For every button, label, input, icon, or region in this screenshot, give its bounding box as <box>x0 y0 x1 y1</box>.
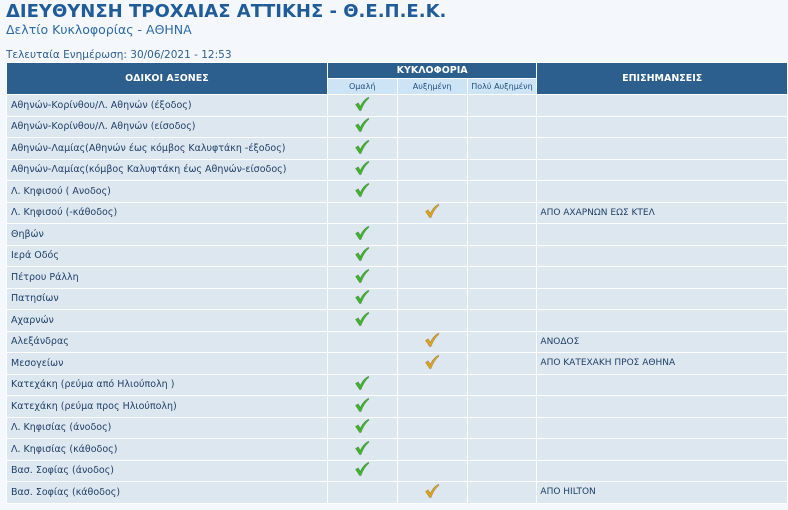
status-cell-very-increased <box>467 116 537 138</box>
status-cell-increased <box>397 224 467 246</box>
table-row <box>7 267 788 289</box>
status-cell-normal <box>327 95 397 117</box>
status-cell-very-increased <box>467 95 537 117</box>
road-axis-cell: Αθηνών-Κορίνθου/Λ. Αθηνών (έξοδος) <box>7 95 328 117</box>
subheader-very-increased: Πολύ Αυξημένη <box>467 79 537 95</box>
note-cell: ΑΠΟ ΑΧΑΡΝΩΝ ΕΩΣ ΚΤΕΛ <box>537 202 788 224</box>
table-row <box>7 374 788 396</box>
traffic-rows <box>7 95 788 504</box>
status-cell-very-increased <box>467 159 537 181</box>
green-check-icon <box>354 397 370 416</box>
note-cell <box>537 288 788 310</box>
status-cell-increased <box>397 138 467 160</box>
status-cell-very-increased <box>467 396 537 418</box>
status-cell-normal <box>327 159 397 181</box>
orange-check-icon <box>424 203 440 222</box>
status-cell-very-increased <box>467 181 537 203</box>
note-cell <box>537 396 788 418</box>
status-cell-very-increased <box>467 353 537 375</box>
road-axis-cell: Αθηνών-Κορίνθου/Λ. Αθηνών (είσοδος) <box>7 116 328 138</box>
note-cell <box>537 95 788 117</box>
status-cell-very-increased <box>467 202 537 224</box>
orange-check-icon <box>424 354 440 373</box>
status-cell-increased <box>397 202 467 224</box>
status-cell-very-increased <box>467 138 537 160</box>
status-cell-normal <box>327 374 397 396</box>
road-axis-cell: Λ. Κηφισού ( Ανοδος) <box>7 181 328 203</box>
table-row <box>7 159 788 181</box>
status-cell-very-increased <box>467 374 537 396</box>
status-cell-increased <box>397 310 467 332</box>
road-axis-cell: Κατεχάκη (ρεύμα προς Ηλιούπολη) <box>7 396 328 418</box>
table-row <box>7 331 788 353</box>
green-check-icon <box>354 139 370 158</box>
road-axis-cell: Λ. Κηφισίας (άνοδος) <box>7 417 328 439</box>
road-axis-cell: Θηβών <box>7 224 328 246</box>
note-cell <box>537 310 788 332</box>
traffic-table <box>6 62 788 504</box>
road-axis-cell: Λ. Κηφισού (-κάθοδος) <box>7 202 328 224</box>
status-cell-increased <box>397 417 467 439</box>
note-cell <box>537 159 788 181</box>
status-cell-very-increased <box>467 224 537 246</box>
status-cell-very-increased <box>467 439 537 461</box>
status-cell-normal <box>327 353 397 375</box>
status-cell-increased <box>397 374 467 396</box>
header-notes: ΕΠΙΣΗΜΑΝΣΕΙΣ <box>537 63 788 95</box>
table-row <box>7 95 788 117</box>
table-row <box>7 353 788 375</box>
note-cell <box>537 224 788 246</box>
road-axis-cell: Βασ. Σοφίας (άνοδος) <box>7 460 328 482</box>
status-cell-normal <box>327 202 397 224</box>
note-cell: ΑΝΟΔΟΣ <box>537 331 788 353</box>
note-cell <box>537 245 788 267</box>
green-check-icon <box>354 117 370 136</box>
orange-check-icon <box>424 332 440 351</box>
table-row <box>7 245 788 267</box>
status-cell-increased <box>397 353 467 375</box>
note-cell: ΑΠΟ ΚΑΤΕΧΑΚΗ ΠΡΟΣ ΑΘΗΝΑ <box>537 353 788 375</box>
status-cell-normal <box>327 288 397 310</box>
status-cell-very-increased <box>467 417 537 439</box>
status-cell-increased <box>397 331 467 353</box>
road-axis-cell: Πέτρου Ράλλη <box>7 267 328 289</box>
road-axis-cell: Μεσογείων <box>7 353 328 375</box>
status-cell-increased <box>397 116 467 138</box>
road-axis-cell: Ιερά Οδός <box>7 245 328 267</box>
road-axis-cell: Αθηνών-Λαμίας(κόμβος Καλυφτάκη έως Αθηνών-είσοδος) <box>7 159 328 181</box>
status-cell-increased <box>397 267 467 289</box>
status-cell-normal <box>327 331 397 353</box>
road-axis-cell: Πατησίων <box>7 288 328 310</box>
status-cell-normal <box>327 224 397 246</box>
green-check-icon <box>354 246 370 265</box>
status-cell-normal <box>327 245 397 267</box>
green-check-icon <box>354 268 370 287</box>
status-cell-very-increased <box>467 331 537 353</box>
road-axis-cell: Κατεχάκη (ρεύμα από Ηλιούπολη ) <box>7 374 328 396</box>
table-row <box>7 439 788 461</box>
header-road-axes: ΟΔΙΚΟΙ ΑΞΟΝΕΣ <box>7 63 328 95</box>
status-cell-increased <box>397 460 467 482</box>
subheader-increased: Αυξημένη <box>397 79 467 95</box>
road-axis-cell: Βασ. Σοφίας (κάθοδος) <box>7 482 328 504</box>
road-axis-cell: Αλεξάνδρας <box>7 331 328 353</box>
status-cell-normal <box>327 460 397 482</box>
road-axis-cell: Αχαρνών <box>7 310 328 332</box>
table-row <box>7 224 788 246</box>
table-row <box>7 310 788 332</box>
status-cell-normal <box>327 417 397 439</box>
status-cell-normal <box>327 482 397 504</box>
green-check-icon <box>354 225 370 244</box>
table-row <box>7 460 788 482</box>
road-axis-cell: Λ. Κηφισίας (κάθοδος) <box>7 439 328 461</box>
table-row <box>7 202 788 224</box>
status-cell-normal <box>327 138 397 160</box>
status-cell-increased <box>397 288 467 310</box>
page-subtitle: Δελτίο Κυκλοφορίας - ΑΘΗΝΑ <box>6 22 192 37</box>
status-cell-very-increased <box>467 482 537 504</box>
status-cell-very-increased <box>467 460 537 482</box>
status-cell-increased <box>397 439 467 461</box>
road-axis-cell: Αθηνών-Λαμίας(Αθηνών έως κόμβος Καλυφτάκη -έξοδος) <box>7 138 328 160</box>
status-cell-increased <box>397 159 467 181</box>
status-cell-very-increased <box>467 288 537 310</box>
table-row <box>7 116 788 138</box>
green-check-icon <box>354 289 370 308</box>
note-cell <box>537 417 788 439</box>
green-check-icon <box>354 375 370 394</box>
note-cell <box>537 374 788 396</box>
table-row <box>7 417 788 439</box>
status-cell-increased <box>397 95 467 117</box>
subheader-normal: Ομαλή <box>327 79 397 95</box>
green-check-icon <box>354 418 370 437</box>
last-update-text: Τελευταία Ενημέρωση: 30/06/2021 - 12:53 <box>6 49 232 61</box>
status-cell-normal <box>327 439 397 461</box>
status-cell-normal <box>327 396 397 418</box>
note-cell <box>537 267 788 289</box>
note-cell <box>537 116 788 138</box>
header-traffic: ΚΥΚΛΟΦΟΡΙΑ <box>327 63 537 79</box>
table-row <box>7 396 788 418</box>
green-check-icon <box>354 182 370 201</box>
table-row <box>7 138 788 160</box>
status-cell-increased <box>397 482 467 504</box>
green-check-icon <box>354 440 370 459</box>
green-check-icon <box>354 311 370 330</box>
status-cell-increased <box>397 245 467 267</box>
note-cell <box>537 181 788 203</box>
status-cell-normal <box>327 267 397 289</box>
note-cell <box>537 439 788 461</box>
note-cell <box>537 460 788 482</box>
status-cell-very-increased <box>467 310 537 332</box>
status-cell-increased <box>397 396 467 418</box>
orange-check-icon <box>424 483 440 502</box>
green-check-icon <box>354 96 370 115</box>
table-row <box>7 482 788 504</box>
status-cell-very-increased <box>467 267 537 289</box>
status-cell-normal <box>327 181 397 203</box>
status-cell-normal <box>327 116 397 138</box>
status-cell-very-increased <box>467 245 537 267</box>
table-row <box>7 288 788 310</box>
green-check-icon <box>354 461 370 480</box>
status-cell-increased <box>397 181 467 203</box>
note-cell: ΑΠΟ HILTON <box>537 482 788 504</box>
note-cell <box>537 138 788 160</box>
green-check-icon <box>354 160 370 179</box>
page-title: ΔΙΕΥΘΥΝΣΗ ΤΡΟΧΑΙΑΣ ΑΤΤΙΚΗΣ - Θ.Ε.Π.Ε.Κ. <box>6 1 447 22</box>
status-cell-normal <box>327 310 397 332</box>
table-row <box>7 181 788 203</box>
